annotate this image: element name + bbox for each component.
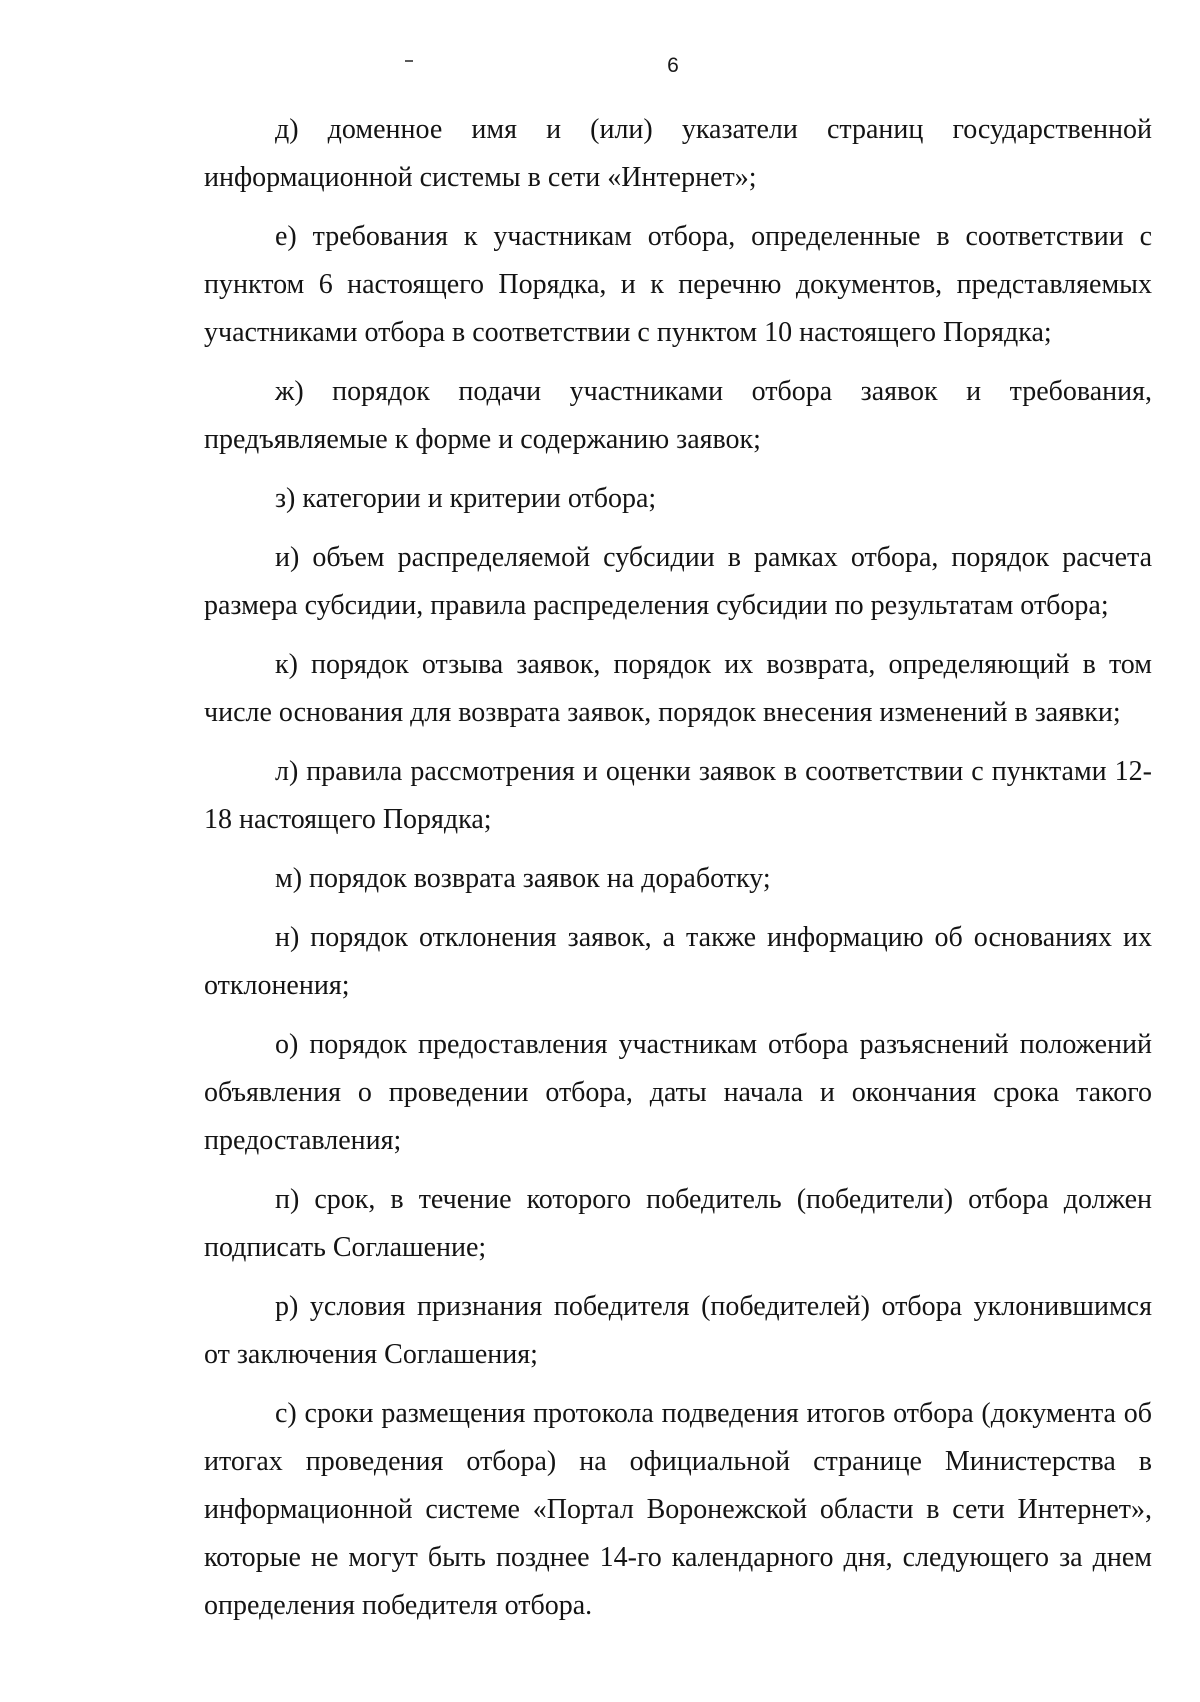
list-item-n: н) порядок отклонения заявок, а также информацию об основаниях их отклонения; <box>204 922 1152 1001</box>
list-item-o: о) порядок предоставления участникам отбора разъяснений положений объявления о проведении отбора, даты начала и окончания срока такого предоставления; <box>204 1029 1152 1156</box>
list-item-r: р) условия признания победителя (победителей) отбора уклонившимся от заключения Соглашения; <box>204 1291 1152 1370</box>
list-item-m: м) порядок возврата заявок на доработку; <box>275 863 771 894</box>
document-body <box>204 106 1152 1641</box>
list-item-zh: ж) порядок подачи участниками отбора заявок и требования, предъявляемые к форме и содержанию заявок; <box>204 376 1152 455</box>
list-item-d: д) доменное имя и (или) указатели страниц государственной информационной системы в сети «Интернет»; <box>204 114 1152 193</box>
list-item-l: л) правила рассмотрения и оценки заявок в соответствии с пунктами 12-18 настоящего Порядка; <box>204 756 1152 835</box>
list-item-i: и) объем распределяемой субсидии в рамках отбора, порядок расчета размера субсидии, правила распределения субсидии по результатам отбора; <box>204 542 1152 621</box>
list-item-s: с) сроки размещения протокола подведения итогов отбора (документа об итогах проведения отбора) на официальной странице Министерства в информационной системе «Портал Воронежской области в сети Интернет», которые не могут быть позднее 14-го календарного дня, следующего за днем определения победителя отбора. <box>204 1398 1152 1621</box>
list-item-e: е) требования к участникам отбора, определенные в соответствии с пунктом 6 настоящего Порядка, и к перечню документов, представляемых участниками отбора в соответствии с пунктом 10 настоящего Порядка; <box>204 221 1152 348</box>
list-item-z: з) категории и критерии отбора; <box>275 483 657 514</box>
list-item-p: п) срок, в течение которого победитель (победители) отбора должен подписать Соглашение; <box>204 1184 1152 1263</box>
list-item-k: к) порядок отзыва заявок, порядок их возврата, определяющий в том числе основания для возврата заявок, порядок внесения изменений в заявки; <box>204 649 1152 728</box>
page-number: 6 <box>667 54 679 77</box>
